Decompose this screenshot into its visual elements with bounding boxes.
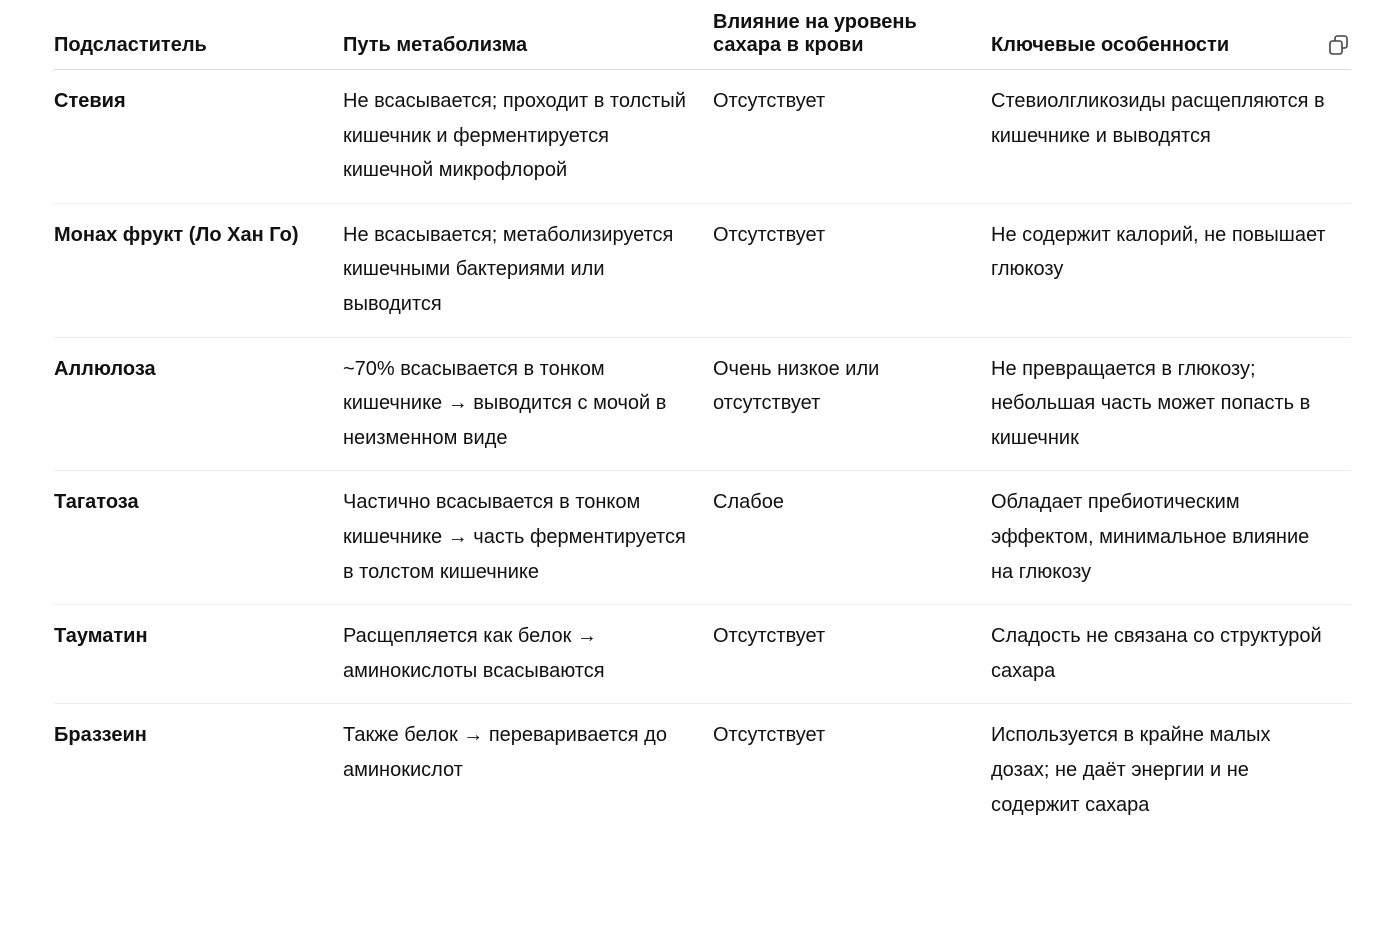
header-sweetener (54, 0, 343, 70)
cell-metabolism-path: Не всасывается; метаболизируется кишечными бактериями или выводится (343, 203, 713, 337)
cell-sweetener: Браззеин (54, 724, 147, 747)
header-metabolism-path-label: Путь метаболизма (343, 34, 528, 56)
cell-blood-sugar-effect: Отсутствует (713, 70, 991, 204)
cell-sweetener: Монах фрукт (Ло Хан Го) (54, 203, 343, 337)
cell-key-features: Сладость не связана со структурой сахара (991, 605, 1351, 704)
cell-metabolism-path: Расщепляется как белок → аминокислоты всасываются (343, 605, 713, 704)
cell-blood-sugar-effect: Отсутствует (713, 203, 991, 337)
table-row (54, 605, 1351, 704)
cell-key-features: Обладает пребиотическим эффектом, минимальное влияние на глюкозу (991, 471, 1351, 605)
cell-blood-sugar-effect: Слабое (713, 471, 991, 605)
cell-key-features: Стевиолгликозиды расщепляются в кишечнике и выводятся (991, 70, 1351, 204)
copy-icon[interactable] (1327, 33, 1351, 57)
cell-metabolism-path: Не всасывается; проходит в толстый кишечник и ферментируется кишечной микрофлорой (343, 70, 713, 204)
cell-metabolism-path: ~70% всасывается в тонком кишечнике → выводится с мочой в неизменном виде (343, 337, 713, 471)
cell-sweetener: Тагатоза (54, 471, 343, 605)
header-blood-sugar-effect-label: Влияние на уровень сахара в крови (713, 11, 917, 56)
cell-key-features: Не содержит калорий, не повышает глюкозу (991, 203, 1351, 337)
table-row (54, 337, 1351, 471)
cell-blood-sugar-effect: Очень низкое или отсутствует (713, 337, 991, 471)
table-header-row (54, 0, 1351, 70)
table-row (54, 704, 1351, 837)
header-key-features-label: Ключевые особенности (991, 34, 1230, 56)
header-blood-sugar-effect (713, 0, 991, 70)
table-row (54, 471, 1351, 605)
sweeteners-table-container (54, 0, 1351, 837)
cell-key-features: Используется в крайне малых дозах; не даёт энергии и не содержит сахара (991, 724, 1271, 816)
header-sweetener-label: Подсластитель (54, 34, 207, 56)
cell-metabolism-path: Также белок → переваривается до аминокислот (343, 724, 667, 781)
header-key-features (991, 0, 1351, 70)
cell-key-features: Не превращается в глюкозу; небольшая часть может попасть в кишечник (991, 337, 1351, 471)
cell-sweetener: Аллюлоза (54, 337, 343, 471)
cell-blood-sugar-effect: Отсутствует (713, 605, 991, 704)
table-row (54, 203, 1351, 337)
cell-metabolism-path: Частично всасывается в тонком кишечнике → часть ферментируется в толстом кишечнике (343, 471, 713, 605)
table-row (54, 70, 1351, 204)
cell-sweetener: Стевия (54, 70, 343, 204)
cell-blood-sugar-effect: Отсутствует (713, 724, 826, 747)
header-metabolism-path (343, 0, 713, 70)
sweeteners-table (54, 0, 1351, 837)
cell-sweetener: Тауматин (54, 605, 343, 704)
